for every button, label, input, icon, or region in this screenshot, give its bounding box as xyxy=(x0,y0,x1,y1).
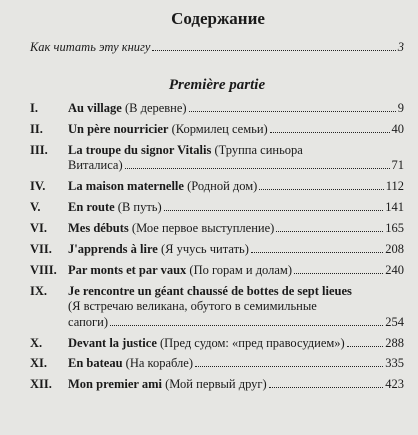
entry-page: 240 xyxy=(385,262,404,277)
entry-title-ru: (Кормилец семьи) xyxy=(171,121,268,136)
entry-title-ru: (Мой первый друг) xyxy=(165,377,267,392)
dot-leader xyxy=(164,210,384,211)
entry-number: III. xyxy=(30,142,48,157)
toc-entry xyxy=(30,356,404,372)
entry-page: 423 xyxy=(385,377,404,392)
toc-entry xyxy=(30,122,404,138)
entry-number: VIII. xyxy=(30,262,57,277)
entry-title-fr: Mes débuts xyxy=(68,220,129,235)
entry-page: 288 xyxy=(385,335,404,350)
entry-page: 112 xyxy=(385,179,404,194)
dot-leader xyxy=(152,50,395,51)
entry-page: 71 xyxy=(391,158,404,173)
entry-title-fr: La troupe du signor Vitalis xyxy=(68,142,212,157)
entry-page: 208 xyxy=(385,241,404,256)
entry-title-ru: (Мое первое выступление) xyxy=(131,220,275,235)
entry-title-fr: Devant la justice xyxy=(68,335,157,350)
entry-page: 335 xyxy=(385,356,404,371)
entry-title-ru: (Труппа синьора xyxy=(214,142,303,157)
toc-entry xyxy=(30,336,404,352)
entry-title-fr: Par monts et par vaux xyxy=(68,262,187,277)
page-title: Содержание xyxy=(171,9,265,28)
toc-entry xyxy=(30,284,404,331)
entry-number: II. xyxy=(30,121,43,136)
entry-number: I. xyxy=(30,101,38,115)
entry-title-ru: (Родной дом) xyxy=(187,179,258,194)
dot-leader xyxy=(347,346,384,347)
intro-page: 3 xyxy=(397,40,404,54)
dot-leader xyxy=(294,273,383,274)
entry-title-ru: (В путь) xyxy=(117,200,162,215)
entry-page: 254 xyxy=(385,314,404,329)
entry-title-fr: En bateau xyxy=(68,356,123,371)
entry-title-fr: Au village xyxy=(68,101,122,115)
entry-page: 9 xyxy=(397,101,404,115)
toc-intro-line xyxy=(30,40,404,55)
entry-number: V. xyxy=(30,200,41,215)
entry-title-ru: (Я встречаю великана, обутого в семимильные xyxy=(68,299,317,314)
dot-leader xyxy=(110,325,383,326)
toc-entry xyxy=(30,200,404,216)
toc-entry xyxy=(30,242,404,258)
dot-leader xyxy=(259,189,383,190)
entry-number: IV. xyxy=(30,179,46,194)
entry-title-fr: Un père nourricier xyxy=(68,121,169,136)
dot-leader xyxy=(189,111,396,112)
entry-number: XII. xyxy=(30,377,52,392)
entry-title-fr: J'apprends à lire xyxy=(68,241,158,256)
entry-title-ru: (В деревне) xyxy=(124,101,187,115)
toc-entry xyxy=(30,377,404,393)
intro-label: Как читать эту книгу xyxy=(30,40,151,54)
toc-entry xyxy=(30,221,404,237)
entry-number: XI. xyxy=(30,356,48,371)
entry-number: VI. xyxy=(30,220,48,235)
entry-title-ru: (На корабле) xyxy=(125,356,194,371)
toc-entry xyxy=(30,263,404,279)
entry-title-ru: (Я учусь читать) xyxy=(160,241,249,256)
toc-entry xyxy=(30,179,404,195)
entry-page: 141 xyxy=(385,200,404,215)
part-heading: Première partie xyxy=(168,77,266,93)
entry-title-fr: Mon premier ami xyxy=(68,377,162,392)
entry-number: VII. xyxy=(30,241,52,256)
entry-title-ru: (Пред судом: «пред правосудием») xyxy=(160,335,345,350)
entry-title-fr: La maison maternelle xyxy=(68,179,184,194)
entry-number: X. xyxy=(30,335,43,350)
entry-title-ru: (По горам и долам) xyxy=(189,262,293,277)
dot-leader xyxy=(269,387,384,388)
dot-leader xyxy=(270,132,390,133)
toc-entry xyxy=(30,101,404,117)
toc-entry xyxy=(30,143,404,174)
entry-title-fr: En route xyxy=(68,200,115,215)
entry-page: 40 xyxy=(391,121,404,136)
entry-page: 165 xyxy=(385,220,404,235)
entry-number: IX. xyxy=(30,283,48,298)
dot-leader xyxy=(251,252,383,253)
entry-title-ru-cont: сапоги) xyxy=(68,314,109,329)
dot-leader xyxy=(195,366,383,367)
entry-title-fr: Je rencontre un géant chaussé de bottes de sept lieues xyxy=(68,283,352,298)
dot-leader xyxy=(276,231,383,232)
dot-leader xyxy=(125,168,390,169)
entry-title-ru-cont: Виталиса) xyxy=(68,158,123,173)
